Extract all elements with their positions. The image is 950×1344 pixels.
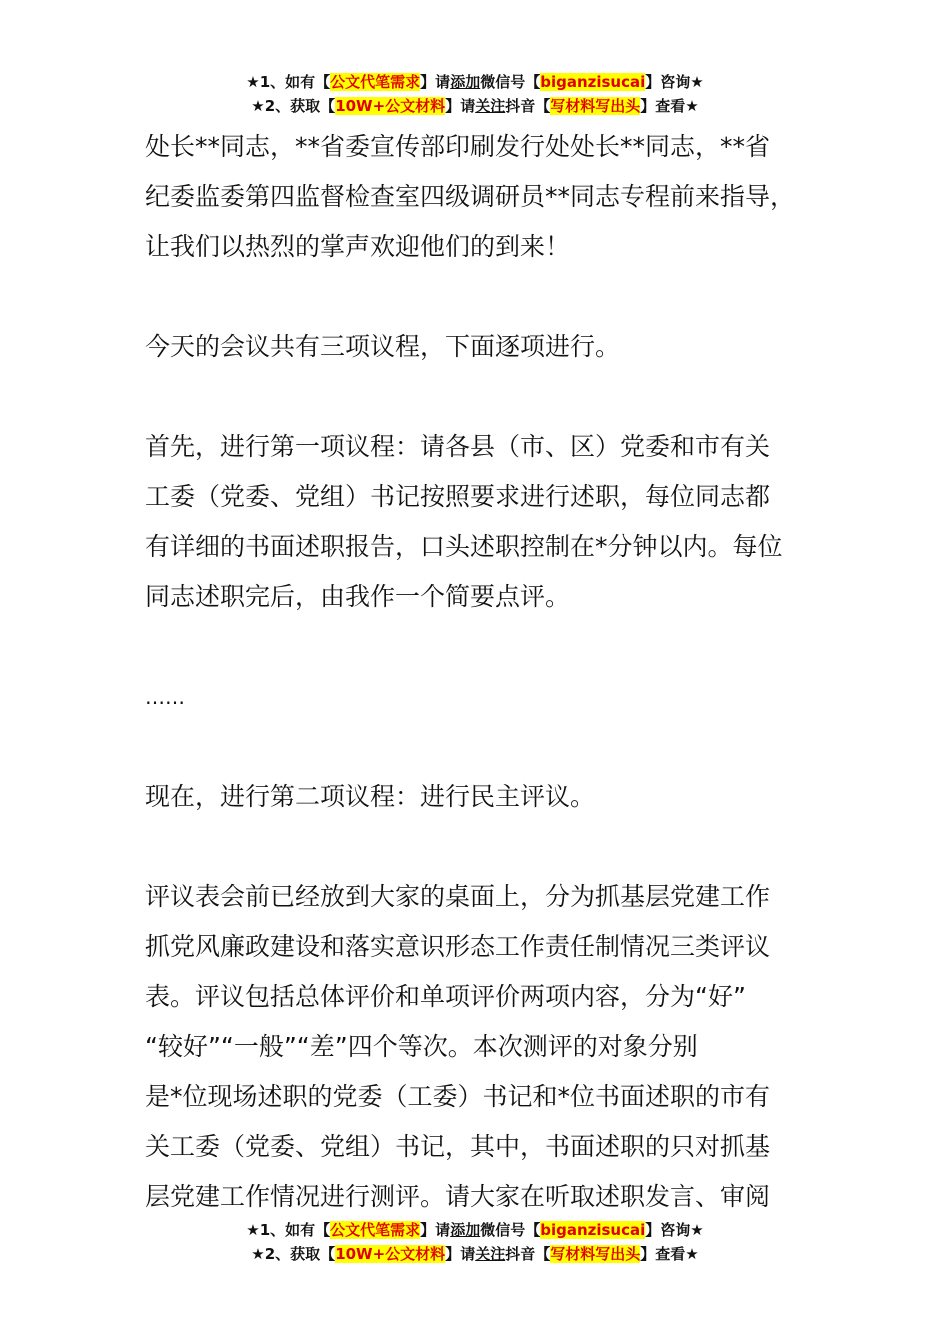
text-line: 工委（党委、党组）书记按照要求进行述职，每位同志都 [145, 482, 771, 511]
banner-text: 抖音【 [505, 1245, 551, 1263]
text-line: 今天的会议共有三项议程，下面逐项进行。 [145, 332, 621, 361]
footer-banner [0, 1218, 950, 1266]
banner-text: 】请 [420, 73, 451, 91]
highlight-text: 公文代笔需求 [330, 1221, 421, 1239]
text-line: 让我们以热烈的掌声欢迎他们的到来！ [145, 232, 571, 261]
text-line: 同志述职完后，由我作一个简要点评。 [145, 582, 571, 611]
text-line: 评议表会前已经放到大家的桌面上，分为抓基层党建工作 [145, 882, 771, 911]
wechat-id: biganzisucai [540, 73, 646, 91]
paragraph-evaluation [145, 872, 845, 1222]
douyin-account: 写材料写出头 [550, 97, 641, 115]
highlight-text: 10W+公文材料 [335, 97, 446, 115]
banner-text: 微信号【 [480, 73, 541, 91]
highlight-text: 10W+公文材料 [335, 1245, 446, 1263]
text-line: 处长**同志，**省委宣传部印刷发行处处长**同志，**省 [145, 132, 771, 161]
text-line: 表。评议包括总体评价和单项评价两项内容，分为“好” [145, 982, 746, 1011]
text-line: 纪委监委第四监督检查室四级调研员**同志专程前来指导， [145, 182, 796, 211]
header-banner [0, 70, 950, 118]
banner-text: ★2、获取【 [251, 1245, 336, 1263]
banner-text: 】请 [445, 97, 476, 115]
banner-text: ★2、获取【 [251, 97, 336, 115]
banner-line-1 [0, 1218, 950, 1242]
wechat-id: biganzisucai [540, 1221, 646, 1239]
ellipsis: …… [145, 685, 185, 709]
paragraph-first-item [145, 422, 845, 622]
banner-line-1 [0, 70, 950, 94]
banner-line-2 [0, 94, 950, 118]
banner-text: 】请 [420, 1221, 451, 1239]
text-line: 抓党风廉政建设和落实意识形态工作责任制情况三类评议 [145, 932, 771, 961]
banner-text: 】查看★ [640, 97, 699, 115]
underlined-text: 添加 [450, 1221, 481, 1239]
douyin-account: 写材料写出头 [550, 1245, 641, 1263]
paragraph-agenda [145, 322, 845, 372]
banner-text: ★1、如有【 [246, 1221, 331, 1239]
paragraph-second-item [145, 772, 845, 822]
banner-text: ★1、如有【 [246, 73, 331, 91]
text-line: “较好”“一般”“差”四个等次。本次测评的对象分别 [145, 1032, 698, 1061]
underlined-text: 添加 [450, 73, 481, 91]
banner-text: 】咨询★ [645, 1221, 704, 1239]
text-line: 现在，进行第二项议程：进行民主评议。 [145, 782, 596, 811]
banner-text: 微信号【 [480, 1221, 541, 1239]
banner-text: 】请 [445, 1245, 476, 1263]
text-line: 是*位现场述职的党委（工委）书记和*位书面述职的市有 [145, 1082, 771, 1111]
text-line: 关工委（党委、党组）书记，其中，书面述职的只对抓基 [145, 1132, 771, 1161]
banner-line-2 [0, 1242, 950, 1266]
banner-text: 】查看★ [640, 1245, 699, 1263]
underlined-text: 关注 [475, 1245, 506, 1263]
banner-text: 】咨询★ [645, 73, 704, 91]
highlight-text: 公文代笔需求 [330, 73, 421, 91]
text-line: 层党建工作情况进行测评。请大家在听取述职发言、审阅 [145, 1182, 771, 1211]
text-line: 有详细的书面述职报告，口头述职控制在*分钟以内。每位 [145, 532, 783, 561]
banner-text: 抖音【 [505, 97, 551, 115]
text-line: 首先，进行第一项议程：请各县（市、区）党委和市有关 [145, 432, 771, 461]
paragraph-welcome [145, 122, 845, 272]
underlined-text: 关注 [475, 97, 506, 115]
document-body [145, 122, 845, 1272]
